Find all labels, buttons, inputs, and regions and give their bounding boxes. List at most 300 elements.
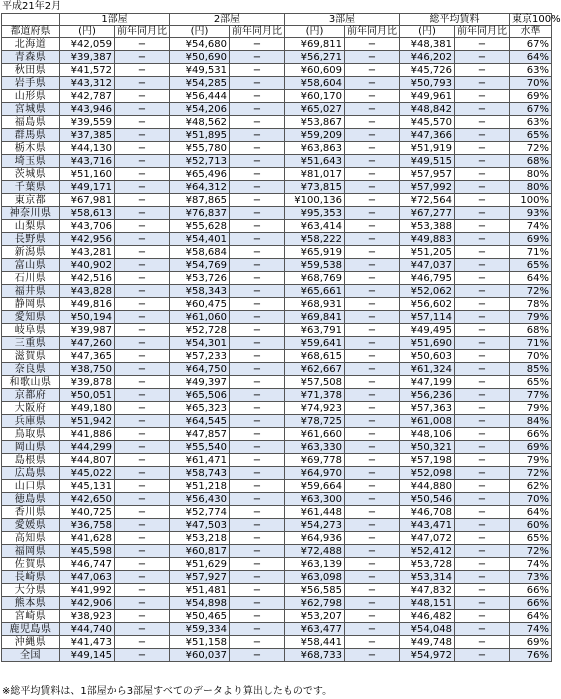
cell-room1-yoy: − xyxy=(115,77,170,90)
cell-room1-yoy: − xyxy=(115,129,170,142)
cell-room3-rent: ¥54,273 xyxy=(285,519,345,532)
cell-room2-yoy: − xyxy=(230,233,285,246)
cell-room1-yoy: − xyxy=(115,480,170,493)
cell-avg-rent: ¥46,708 xyxy=(400,506,455,519)
cell-room3-yoy: − xyxy=(345,298,400,311)
cell-room3-rent: ¥63,791 xyxy=(285,324,345,337)
cell-room2-rent: ¥47,857 xyxy=(170,428,230,441)
cell-room3-yoy: − xyxy=(345,376,400,389)
cell-room3-rent: ¥68,615 xyxy=(285,350,345,363)
cell-room3-yoy: − xyxy=(345,168,400,181)
cell-room2-yoy: − xyxy=(230,584,285,597)
cell-avg-yoy: − xyxy=(455,610,510,623)
cell-room1-yoy: − xyxy=(115,259,170,272)
cell-room1-yoy: − xyxy=(115,246,170,259)
table-row xyxy=(2,545,552,558)
table-row xyxy=(2,77,552,90)
cell-room3-yoy: − xyxy=(345,259,400,272)
cell-room3-rent: ¥68,931 xyxy=(285,298,345,311)
cell-prefecture: 岐阜県 xyxy=(2,324,60,337)
cell-room3-rent: ¥58,222 xyxy=(285,233,345,246)
cell-avg-yoy: − xyxy=(455,298,510,311)
cell-room2-rent: ¥52,774 xyxy=(170,506,230,519)
cell-room2-rent: ¥56,430 xyxy=(170,493,230,506)
cell-room3-rent: ¥65,661 xyxy=(285,285,345,298)
table-row xyxy=(2,129,552,142)
cell-avg-rent: ¥48,381 xyxy=(400,38,455,51)
cell-room3-yoy: − xyxy=(345,480,400,493)
cell-tokyo-level: 74% xyxy=(510,623,552,636)
cell-avg-yoy: − xyxy=(455,155,510,168)
cell-room1-rent: ¥44,740 xyxy=(60,623,115,636)
cell-avg-rent: ¥72,564 xyxy=(400,194,455,207)
cell-tokyo-level: 70% xyxy=(510,350,552,363)
cell-prefecture: 鳥取県 xyxy=(2,428,60,441)
cell-room3-yoy: − xyxy=(345,584,400,597)
cell-avg-rent: ¥49,495 xyxy=(400,324,455,337)
table-row xyxy=(2,298,552,311)
cell-room2-yoy: − xyxy=(230,558,285,571)
cell-room1-yoy: − xyxy=(115,207,170,220)
cell-room1-rent: ¥42,516 xyxy=(60,272,115,285)
cell-avg-rent: ¥51,205 xyxy=(400,246,455,259)
cell-room2-rent: ¥54,680 xyxy=(170,38,230,51)
cell-avg-yoy: − xyxy=(455,428,510,441)
cell-room2-rent: ¥51,895 xyxy=(170,129,230,142)
cell-avg-rent: ¥44,880 xyxy=(400,480,455,493)
cell-room2-yoy: − xyxy=(230,285,285,298)
cell-room2-yoy: − xyxy=(230,77,285,90)
cell-room1-yoy: − xyxy=(115,649,170,662)
cell-avg-yoy: − xyxy=(455,350,510,363)
cell-room2-yoy: − xyxy=(230,363,285,376)
cell-room3-yoy: − xyxy=(345,597,400,610)
cell-room1-yoy: − xyxy=(115,181,170,194)
cell-room2-yoy: − xyxy=(230,194,285,207)
cell-room3-rent: ¥62,798 xyxy=(285,597,345,610)
table-row xyxy=(2,337,552,350)
cell-tokyo-level: 72% xyxy=(510,545,552,558)
table-row xyxy=(2,610,552,623)
cell-room2-yoy: − xyxy=(230,636,285,649)
cell-tokyo-level: 70% xyxy=(510,493,552,506)
cell-room1-rent: ¥45,131 xyxy=(60,480,115,493)
cell-room1-yoy: − xyxy=(115,142,170,155)
cell-room1-rent: ¥42,787 xyxy=(60,90,115,103)
cell-room2-yoy: − xyxy=(230,103,285,116)
cell-room1-yoy: − xyxy=(115,194,170,207)
rent-table xyxy=(1,13,561,662)
cell-room1-yoy: − xyxy=(115,558,170,571)
cell-room2-yoy: − xyxy=(230,428,285,441)
header-pref: 都道府県 xyxy=(2,26,60,38)
cell-prefecture: 群馬県 xyxy=(2,129,60,142)
table-row xyxy=(2,584,552,597)
cell-room2-rent: ¥60,475 xyxy=(170,298,230,311)
cell-prefecture: 北海道 xyxy=(2,38,60,51)
cell-avg-rent: ¥46,202 xyxy=(400,51,455,64)
cell-avg-yoy: − xyxy=(455,571,510,584)
cell-room2-rent: ¥60,817 xyxy=(170,545,230,558)
cell-room1-rent: ¥43,706 xyxy=(60,220,115,233)
cell-avg-rent: ¥53,314 xyxy=(400,571,455,584)
table-row xyxy=(2,363,552,376)
cell-avg-yoy: − xyxy=(455,51,510,64)
cell-avg-rent: ¥46,482 xyxy=(400,610,455,623)
cell-avg-rent: ¥48,106 xyxy=(400,428,455,441)
table-row xyxy=(2,441,552,454)
cell-room1-rent: ¥43,946 xyxy=(60,103,115,116)
cell-room3-yoy: − xyxy=(345,467,400,480)
cell-room2-yoy: − xyxy=(230,415,285,428)
cell-room1-rent: ¥40,725 xyxy=(60,506,115,519)
cell-room1-rent: ¥45,022 xyxy=(60,467,115,480)
cell-room2-rent: ¥61,471 xyxy=(170,454,230,467)
cell-room1-yoy: − xyxy=(115,584,170,597)
cell-room2-yoy: − xyxy=(230,480,285,493)
cell-avg-rent: ¥50,603 xyxy=(400,350,455,363)
cell-room3-yoy: − xyxy=(345,194,400,207)
cell-room1-yoy: − xyxy=(115,220,170,233)
cell-room3-yoy: − xyxy=(345,493,400,506)
cell-room2-yoy: − xyxy=(230,454,285,467)
cell-room2-rent: ¥54,898 xyxy=(170,597,230,610)
cell-room1-rent: ¥39,878 xyxy=(60,376,115,389)
header-row-sub xyxy=(2,26,552,38)
cell-room3-yoy: − xyxy=(345,272,400,285)
cell-room3-rent: ¥60,609 xyxy=(285,64,345,77)
cell-avg-rent: ¥53,388 xyxy=(400,220,455,233)
cell-avg-rent: ¥57,957 xyxy=(400,168,455,181)
table-row xyxy=(2,428,552,441)
cell-avg-yoy: − xyxy=(455,532,510,545)
cell-room3-yoy: − xyxy=(345,246,400,259)
cell-room3-rent: ¥61,448 xyxy=(285,506,345,519)
cell-prefecture: 栃木県 xyxy=(2,142,60,155)
table-row xyxy=(2,636,552,649)
cell-avg-rent: ¥61,324 xyxy=(400,363,455,376)
cell-room3-rent: ¥63,300 xyxy=(285,493,345,506)
cell-avg-yoy: − xyxy=(455,103,510,116)
cell-prefecture: 愛媛県 xyxy=(2,519,60,532)
cell-room1-rent: ¥49,171 xyxy=(60,181,115,194)
cell-room1-rent: ¥51,942 xyxy=(60,415,115,428)
cell-room1-rent: ¥49,145 xyxy=(60,649,115,662)
cell-avg-yoy: − xyxy=(455,324,510,337)
cell-room3-yoy: − xyxy=(345,402,400,415)
cell-room1-rent: ¥58,613 xyxy=(60,207,115,220)
cell-room2-yoy: − xyxy=(230,129,285,142)
table-row xyxy=(2,259,552,272)
cell-room1-yoy: − xyxy=(115,350,170,363)
table-row xyxy=(2,207,552,220)
table-row xyxy=(2,623,552,636)
cell-tokyo-level: 64% xyxy=(510,272,552,285)
cell-room3-rent: ¥68,769 xyxy=(285,272,345,285)
cell-avg-rent: ¥67,277 xyxy=(400,207,455,220)
table-row xyxy=(2,233,552,246)
cell-room3-yoy: − xyxy=(345,545,400,558)
cell-prefecture: 富山県 xyxy=(2,259,60,272)
cell-room3-rent: ¥73,815 xyxy=(285,181,345,194)
cell-room1-yoy: − xyxy=(115,324,170,337)
cell-room1-rent: ¥42,059 xyxy=(60,38,115,51)
cell-avg-yoy: − xyxy=(455,623,510,636)
cell-avg-yoy: − xyxy=(455,389,510,402)
cell-avg-yoy: − xyxy=(455,402,510,415)
cell-room1-rent: ¥43,716 xyxy=(60,155,115,168)
cell-room1-rent: ¥41,473 xyxy=(60,636,115,649)
cell-avg-yoy: − xyxy=(455,181,510,194)
cell-room3-yoy: − xyxy=(345,116,400,129)
cell-prefecture: 茨城県 xyxy=(2,168,60,181)
cell-room1-rent: ¥44,807 xyxy=(60,454,115,467)
cell-room1-yoy: − xyxy=(115,90,170,103)
table-row xyxy=(2,51,552,64)
cell-room2-rent: ¥53,726 xyxy=(170,272,230,285)
cell-prefecture: 岡山県 xyxy=(2,441,60,454)
cell-room2-rent: ¥60,037 xyxy=(170,649,230,662)
table-row xyxy=(2,90,552,103)
table-row xyxy=(2,350,552,363)
cell-prefecture: 東京都 xyxy=(2,194,60,207)
cell-avg-yoy: − xyxy=(455,116,510,129)
cell-room1-yoy: − xyxy=(115,506,170,519)
cell-avg-yoy: − xyxy=(455,441,510,454)
cell-tokyo-level: 74% xyxy=(510,558,552,571)
cell-room2-rent: ¥51,629 xyxy=(170,558,230,571)
cell-prefecture: 神奈川県 xyxy=(2,207,60,220)
cell-room1-rent: ¥49,816 xyxy=(60,298,115,311)
cell-tokyo-level: 78% xyxy=(510,298,552,311)
cell-room3-rent: ¥63,477 xyxy=(285,623,345,636)
cell-avg-yoy: − xyxy=(455,636,510,649)
cell-room1-rent: ¥39,387 xyxy=(60,51,115,64)
cell-room1-yoy: − xyxy=(115,441,170,454)
cell-avg-yoy: − xyxy=(455,454,510,467)
cell-avg-rent: ¥49,515 xyxy=(400,155,455,168)
cell-avg-yoy: − xyxy=(455,233,510,246)
cell-room3-yoy: − xyxy=(345,506,400,519)
cell-room2-yoy: − xyxy=(230,467,285,480)
cell-avg-rent: ¥54,048 xyxy=(400,623,455,636)
cell-avg-rent: ¥48,151 xyxy=(400,597,455,610)
cell-room2-rent: ¥58,743 xyxy=(170,467,230,480)
header-avg: 総平均賃料 xyxy=(400,14,510,26)
cell-room1-yoy: − xyxy=(115,51,170,64)
cell-room2-yoy: − xyxy=(230,298,285,311)
cell-room3-rent: ¥53,867 xyxy=(285,116,345,129)
header-row-top xyxy=(2,14,552,26)
cell-tokyo-level: 72% xyxy=(510,142,552,155)
cell-room2-rent: ¥57,927 xyxy=(170,571,230,584)
cell-room3-yoy: − xyxy=(345,454,400,467)
cell-room2-yoy: − xyxy=(230,506,285,519)
cell-room3-rent: ¥56,585 xyxy=(285,584,345,597)
cell-room3-yoy: − xyxy=(345,285,400,298)
footnote: ※総平均賃料は、1部屋から3部屋すべてのデータより算出したものです。 xyxy=(2,686,333,697)
cell-room3-yoy: − xyxy=(345,90,400,103)
cell-room3-yoy: − xyxy=(345,428,400,441)
cell-tokyo-level: 100% xyxy=(510,194,552,207)
cell-room3-rent: ¥100,136 xyxy=(285,194,345,207)
cell-room1-yoy: − xyxy=(115,610,170,623)
cell-room2-rent: ¥65,506 xyxy=(170,389,230,402)
cell-avg-rent: ¥52,098 xyxy=(400,467,455,480)
table-row xyxy=(2,519,552,532)
cell-room2-yoy: − xyxy=(230,90,285,103)
cell-room2-rent: ¥54,401 xyxy=(170,233,230,246)
cell-prefecture: 京都府 xyxy=(2,389,60,402)
cell-room1-rent: ¥44,130 xyxy=(60,142,115,155)
cell-room1-rent: ¥42,906 xyxy=(60,597,115,610)
cell-room3-yoy: − xyxy=(345,324,400,337)
cell-room1-yoy: − xyxy=(115,337,170,350)
cell-tokyo-level: 67% xyxy=(510,103,552,116)
cell-avg-rent: ¥45,726 xyxy=(400,64,455,77)
cell-room3-rent: ¥61,660 xyxy=(285,428,345,441)
cell-room3-yoy: − xyxy=(345,636,400,649)
cell-avg-rent: ¥57,363 xyxy=(400,402,455,415)
cell-room1-rent: ¥37,385 xyxy=(60,129,115,142)
header-room3: 3部屋 xyxy=(285,14,400,26)
cell-tokyo-level: 71% xyxy=(510,246,552,259)
cell-tokyo-level: 67% xyxy=(510,38,552,51)
cell-room2-rent: ¥51,158 xyxy=(170,636,230,649)
cell-room3-yoy: − xyxy=(345,233,400,246)
cell-room3-rent: ¥57,508 xyxy=(285,376,345,389)
cell-prefecture: 宮崎県 xyxy=(2,610,60,623)
cell-room3-yoy: − xyxy=(345,142,400,155)
table-row xyxy=(2,376,552,389)
cell-room1-yoy: − xyxy=(115,454,170,467)
cell-room1-rent: ¥36,758 xyxy=(60,519,115,532)
cell-prefecture: 秋田県 xyxy=(2,64,60,77)
cell-room3-rent: ¥63,863 xyxy=(285,142,345,155)
cell-tokyo-level: 72% xyxy=(510,467,552,480)
cell-room1-rent: ¥47,063 xyxy=(60,571,115,584)
cell-room1-yoy: − xyxy=(115,519,170,532)
cell-avg-yoy: − xyxy=(455,311,510,324)
table-row xyxy=(2,597,552,610)
cell-room1-yoy: − xyxy=(115,363,170,376)
cell-room3-yoy: − xyxy=(345,350,400,363)
cell-room1-yoy: − xyxy=(115,545,170,558)
cell-room2-rent: ¥53,218 xyxy=(170,532,230,545)
cell-room1-rent: ¥43,281 xyxy=(60,246,115,259)
cell-room3-rent: ¥78,725 xyxy=(285,415,345,428)
table-row xyxy=(2,415,552,428)
cell-prefecture: 滋賀県 xyxy=(2,350,60,363)
cell-prefecture: 和歌山県 xyxy=(2,376,60,389)
cell-room2-yoy: − xyxy=(230,519,285,532)
cell-room2-yoy: − xyxy=(230,38,285,51)
cell-room1-yoy: − xyxy=(115,116,170,129)
table-row xyxy=(2,168,552,181)
cell-avg-yoy: − xyxy=(455,376,510,389)
header-yoy-room1: 前年同月比 xyxy=(115,26,170,38)
cell-prefecture: 山梨県 xyxy=(2,220,60,233)
cell-tokyo-level: 65% xyxy=(510,376,552,389)
header-level: 水準 xyxy=(510,26,552,38)
cell-room3-rent: ¥71,378 xyxy=(285,389,345,402)
cell-room3-rent: ¥59,664 xyxy=(285,480,345,493)
cell-room1-rent: ¥41,572 xyxy=(60,64,115,77)
cell-room1-yoy: − xyxy=(115,311,170,324)
cell-prefecture: 三重県 xyxy=(2,337,60,350)
cell-room2-rent: ¥55,780 xyxy=(170,142,230,155)
table-row xyxy=(2,402,552,415)
cell-room3-yoy: − xyxy=(345,441,400,454)
cell-room3-rent: ¥69,811 xyxy=(285,38,345,51)
cell-prefecture: 宮城県 xyxy=(2,103,60,116)
cell-room1-yoy: − xyxy=(115,493,170,506)
cell-prefecture: 兵庫県 xyxy=(2,415,60,428)
cell-tokyo-level: 65% xyxy=(510,259,552,272)
cell-room1-rent: ¥45,598 xyxy=(60,545,115,558)
cell-room2-yoy: − xyxy=(230,649,285,662)
cell-room1-rent: ¥38,750 xyxy=(60,363,115,376)
cell-room1-rent: ¥49,180 xyxy=(60,402,115,415)
cell-room3-rent: ¥69,778 xyxy=(285,454,345,467)
cell-avg-yoy: − xyxy=(455,584,510,597)
cell-room2-rent: ¥76,837 xyxy=(170,207,230,220)
table-row xyxy=(2,220,552,233)
cell-room1-yoy: − xyxy=(115,571,170,584)
cell-room1-rent: ¥50,194 xyxy=(60,311,115,324)
cell-avg-rent: ¥47,037 xyxy=(400,259,455,272)
cell-room2-rent: ¥47,503 xyxy=(170,519,230,532)
cell-room1-yoy: − xyxy=(115,272,170,285)
cell-tokyo-level: 79% xyxy=(510,402,552,415)
table-total-row xyxy=(2,649,552,662)
cell-avg-rent: ¥61,008 xyxy=(400,415,455,428)
cell-prefecture: 山口県 xyxy=(2,480,60,493)
cell-avg-rent: ¥51,690 xyxy=(400,337,455,350)
table-row xyxy=(2,324,552,337)
cell-tokyo-level: 60% xyxy=(510,519,552,532)
cell-room2-yoy: − xyxy=(230,246,285,259)
cell-tokyo-level: 74% xyxy=(510,220,552,233)
cell-tokyo-level: 71% xyxy=(510,337,552,350)
cell-room2-rent: ¥56,444 xyxy=(170,90,230,103)
table-row xyxy=(2,64,552,77)
cell-room2-yoy: − xyxy=(230,64,285,77)
table-row xyxy=(2,246,552,259)
table-row xyxy=(2,454,552,467)
cell-room2-yoy: − xyxy=(230,402,285,415)
cell-room2-yoy: − xyxy=(230,168,285,181)
cell-prefecture: 埼玉県 xyxy=(2,155,60,168)
cell-tokyo-level: 63% xyxy=(510,116,552,129)
cell-room1-yoy: − xyxy=(115,168,170,181)
table-caption: 平成21年2月 xyxy=(2,1,62,12)
cell-room2-rent: ¥54,769 xyxy=(170,259,230,272)
cell-avg-yoy: − xyxy=(455,90,510,103)
cell-room2-yoy: − xyxy=(230,532,285,545)
cell-room3-yoy: − xyxy=(345,38,400,51)
cell-room2-yoy: − xyxy=(230,571,285,584)
cell-room1-yoy: − xyxy=(115,623,170,636)
cell-tokyo-level: 80% xyxy=(510,168,552,181)
cell-room1-rent: ¥42,650 xyxy=(60,493,115,506)
cell-room2-yoy: − xyxy=(230,142,285,155)
cell-room1-yoy: − xyxy=(115,285,170,298)
cell-avg-rent: ¥50,546 xyxy=(400,493,455,506)
cell-room3-rent: ¥51,643 xyxy=(285,155,345,168)
cell-room1-rent: ¥41,992 xyxy=(60,584,115,597)
cell-room2-yoy: − xyxy=(230,337,285,350)
